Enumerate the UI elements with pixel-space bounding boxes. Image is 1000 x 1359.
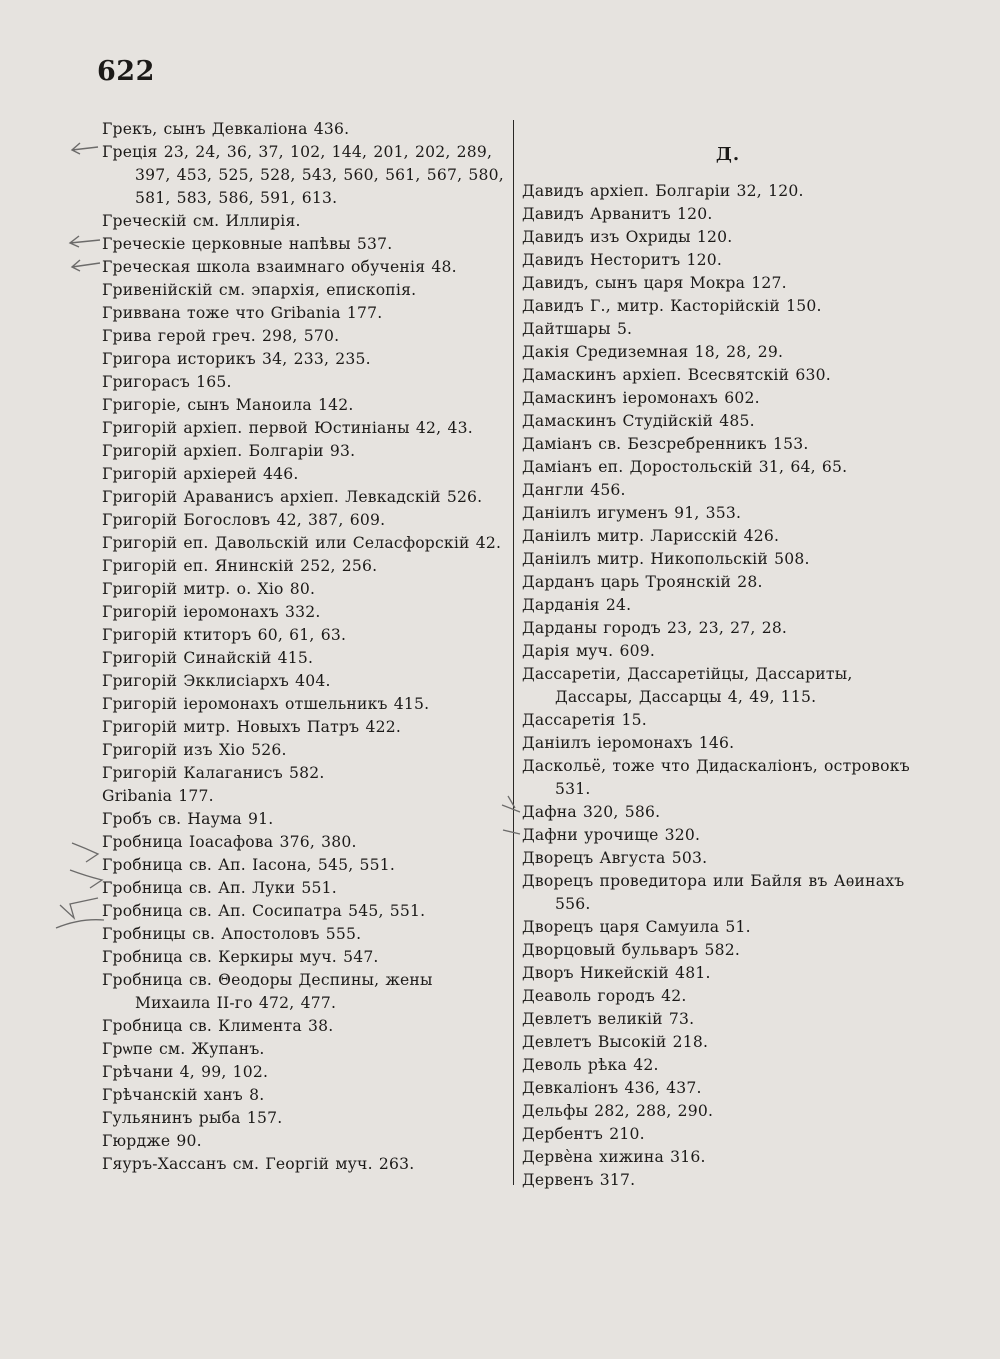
index-entry: Дамаскинъ архіеп. Всесвятскій 630. (522, 366, 831, 384)
index-entry: Греческіе церковные напѣвы 537. (102, 235, 393, 253)
index-column-right (522, 118, 934, 1192)
index-entry: Грѡпе см. Жупанъ. (102, 1040, 265, 1058)
index-entry: Гриввана тоже что Gribania 177. (102, 304, 383, 322)
index-entry: Давидъ Арванитъ 120. (522, 205, 713, 223)
section-letter: Д. (715, 144, 741, 165)
index-entry: Давидъ изъ Охриды 120. (522, 228, 733, 246)
index-entry: Григорій Экклисіархъ 404. (102, 672, 331, 690)
index-entry: Давидъ Г., митр. Касторійскій 150. (522, 297, 822, 315)
index-entry: Даніилъ іеромонахъ 146. (522, 734, 735, 752)
index-entry: Девкаліонъ 436, 437. (522, 1079, 702, 1097)
index-entry: Даніилъ игуменъ 91, 353. (522, 504, 742, 522)
pencil-mark-5 (70, 870, 102, 888)
index-entry: Гюрдже 90. (102, 1132, 202, 1150)
right-entries (522, 180, 934, 1192)
page-number: 622 (97, 56, 155, 87)
index-entry: Греческая школа взаимнаго обученія 48. (102, 258, 457, 276)
index-entry: Дербентъ 210. (522, 1125, 645, 1143)
index-entry: Дельфы 282, 288, 290. (522, 1102, 714, 1120)
pencil-mark-1 (72, 143, 98, 154)
index-entry: Греція 23, 24, 36, 37, 102, 144, 201, 202, 289, 397, 453, 525, 528, 543, 560, 561, 567, 580, 581, 583, 586, 591, 613. (102, 143, 504, 207)
index-entry: Дассаретія 15. (522, 711, 647, 729)
index-entry: Григорій еп. Давольскій или Селасфорскій 42. (102, 534, 502, 552)
index-entry: Григоріе, сынъ Маноила 142. (102, 396, 354, 414)
index-entry: Даміанъ св. Безсребренникъ 153. (522, 435, 809, 453)
index-entry: Дарданы городъ 23, 23, 27, 28. (522, 619, 788, 637)
index-entry: Григорій митр. Новыхъ Патръ 422. (102, 718, 401, 736)
index-entry: Давидъ, сынъ царя Мокра 127. (522, 274, 787, 292)
index-entry: Григорій ктиторъ 60, 61, 63. (102, 626, 347, 644)
index-entry: Девлетъ Высокій 218. (522, 1033, 709, 1051)
index-entry: Грѣчани 4, 99, 102. (102, 1063, 269, 1081)
index-entry: Дассаретіи, Дассаретійцы, Дассариты, Дассары, Дассарцы 4, 49, 115. (522, 665, 853, 706)
index-entry: Григорій Богословъ 42, 387, 609. (102, 511, 386, 529)
index-entry: Гробница св. Ап. Сосипатра 545, 551. (102, 902, 426, 920)
index-entry: Григорій Калаганисъ 582. (102, 764, 325, 782)
index-entry: Григорій Синайскій 415. (102, 649, 314, 667)
index-entry: Дафни урочище 320. (522, 826, 701, 844)
index-entry: Григорій Араванисъ архіеп. Левкадскій 526. (102, 488, 483, 506)
index-entry: Дворецъ царя Самуила 51. (522, 918, 751, 936)
index-entry: Гривенійскій см. эпархія, епископія. (102, 281, 417, 299)
index-entry: Дамаскинъ іеромонахъ 602. (522, 389, 760, 407)
pencil-mark-4 (72, 843, 98, 862)
index-entry: Грива герой греч. 298, 570. (102, 327, 340, 345)
index-entry: Григорій еп. Янинскій 252, 256. (102, 557, 378, 575)
index-entry: Григорій архіеп. Болгаріи 93. (102, 442, 356, 460)
index-entry: Дарія муч. 609. (522, 642, 655, 660)
index-entry: Дарданія 24. (522, 596, 632, 614)
index-entry: Гробница св. Керкиры муч. 547. (102, 948, 379, 966)
index-entry: Дворецъ Августа 503. (522, 849, 708, 867)
index-entry: Грѣчанскій ханъ 8. (102, 1086, 265, 1104)
index-entry: Гяуръ-Хассанъ см. Георгій муч. 263. (102, 1155, 415, 1173)
index-entry: Григорій изъ Хіо 526. (102, 741, 287, 759)
index-entry: Дворецъ проведитора или Байля въ Аѳинахъ 556. (522, 872, 905, 913)
index-entry: Дервѐна хижина 316. (522, 1148, 706, 1166)
index-entry: Дайтшары 5. (522, 320, 633, 338)
pencil-mark-2 (70, 236, 100, 247)
index-entry: Дворцовый бульваръ 582. (522, 941, 740, 959)
index-entry: Дакія Средиземная 18, 28, 29. (522, 343, 784, 361)
index-entry: Григорій архіеп. первой Юстиніаны 42, 43. (102, 419, 473, 437)
index-entry: Gribania 177. (102, 787, 214, 805)
index-entry: Дворъ Никейскій 481. (522, 964, 711, 982)
index-entry: Дарданъ царь Троянскій 28. (522, 573, 763, 591)
index-entry: Гробъ св. Наума 91. (102, 810, 274, 828)
index-entry: Даміанъ еп. Доростольскій 31, 64, 65. (522, 458, 848, 476)
index-entry: Грекъ, сынъ Девкаліона 436. (102, 120, 350, 138)
index-entry: Григорій іеромонахъ отшельникъ 415. (102, 695, 430, 713)
index-entry: Даніилъ митр. Ларисскій 426. (522, 527, 780, 545)
index-entry: Деволь рѣка 42. (522, 1056, 659, 1074)
index-entry: Даніилъ митр. Никопольскій 508. (522, 550, 810, 568)
index-entry: Григорій архіерей 446. (102, 465, 299, 483)
index-entry: Деаволь городъ 42. (522, 987, 687, 1005)
column-divider (513, 120, 514, 1185)
index-entry: Дангли 456. (522, 481, 626, 499)
index-entry: Дафна 320, 586. (522, 803, 661, 821)
index-entry: Дамаскинъ Студійскій 485. (522, 412, 755, 430)
index-entry: Гробницы св. Апостоловъ 555. (102, 925, 362, 943)
index-entry: Даскольё, тоже что Дидаскаліонъ, островокъ 531. (522, 757, 910, 798)
pencil-mark-3 (72, 260, 100, 271)
index-entry: Давидъ Несторитъ 120. (522, 251, 723, 269)
index-entry: Гробница Іоасафова 376, 380. (102, 833, 357, 851)
index-entry: Гульянинъ рыба 157. (102, 1109, 283, 1127)
index-entry: Григора историкъ 34, 233, 235. (102, 350, 371, 368)
pencil-mark-6 (60, 898, 98, 918)
index-entry: Гробница св. Θеодоры Деспины, жены Михаила II-го 472, 477. (102, 971, 433, 1012)
index-entry: Григорій митр. о. Хіо 80. (102, 580, 316, 598)
index-entry: Греческій см. Иллирія. (102, 212, 301, 230)
index-entry: Давидъ архіеп. Болгаріи 32, 120. (522, 182, 804, 200)
index-entry: Гробница св. Климента 38. (102, 1017, 334, 1035)
index-entry: Григорасъ 165. (102, 373, 232, 391)
pencil-mark-7 (56, 920, 104, 928)
index-column-left (102, 118, 507, 1176)
index-entry: Григорій іеромонахъ 332. (102, 603, 321, 621)
index-entry: Девлетъ великій 73. (522, 1010, 695, 1028)
index-entry: Дервенъ 317. (522, 1171, 636, 1189)
index-entry: Гробница св. Ап. Луки 551. (102, 879, 337, 897)
index-entry: Гробница св. Ап. Іасона, 545, 551. (102, 856, 396, 874)
